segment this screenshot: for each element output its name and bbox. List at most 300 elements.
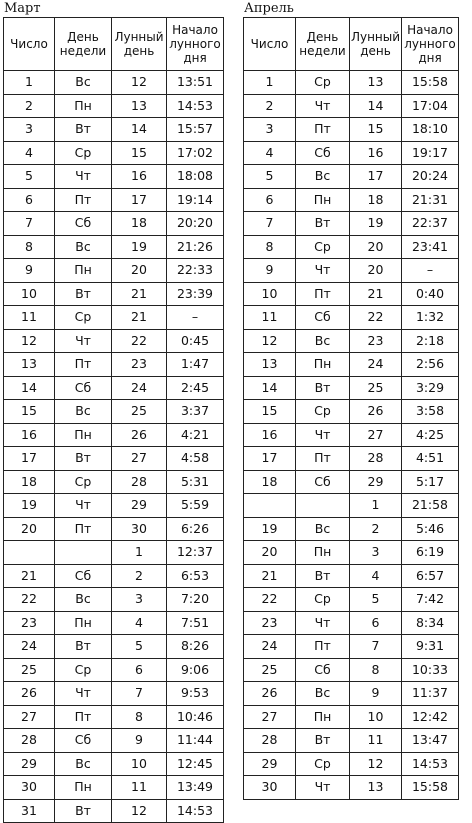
table-row xyxy=(4,635,224,659)
cell-start: 9:31 xyxy=(402,635,459,659)
month-title-april: Апрель xyxy=(244,1,294,16)
cell-number: 4 xyxy=(4,141,55,165)
cell-weekday: Вт xyxy=(296,212,350,236)
cell-number: 8 xyxy=(244,235,296,259)
cell-number: 10 xyxy=(4,282,55,306)
cell-weekday: Вт xyxy=(55,447,112,471)
cell-start: 0:40 xyxy=(402,282,459,306)
cell-number: 26 xyxy=(4,682,55,706)
cell-lunar-day: 3 xyxy=(350,541,402,565)
cell-start: 12:42 xyxy=(402,705,459,729)
cell-number: 20 xyxy=(4,517,55,541)
cell-number: 7 xyxy=(4,212,55,236)
cell-number: 14 xyxy=(244,376,296,400)
cell-weekday: Пт xyxy=(296,447,350,471)
cell-lunar-day: 4 xyxy=(112,611,167,635)
cell-number: 21 xyxy=(4,564,55,588)
cell-number: 1 xyxy=(4,71,55,95)
cell-number: 25 xyxy=(244,658,296,682)
cell-start: 21:31 xyxy=(402,188,459,212)
cell-weekday: Пн xyxy=(296,705,350,729)
table-row xyxy=(244,517,459,541)
cell-weekday: Пн xyxy=(55,423,112,447)
table-row xyxy=(244,71,459,95)
cell-weekday: Сб xyxy=(55,729,112,753)
cell-lunar-day: 14 xyxy=(350,94,402,118)
cell-number: 9 xyxy=(244,259,296,283)
cell-lunar-day: 11 xyxy=(112,776,167,800)
cell-weekday: Сб xyxy=(296,658,350,682)
cell-number: 28 xyxy=(4,729,55,753)
cell-lunar-day: 13 xyxy=(350,71,402,95)
cell-weekday: Пн xyxy=(55,611,112,635)
cell-start: 14:53 xyxy=(167,94,224,118)
cell-start: 2:56 xyxy=(402,353,459,377)
cell-start: 3:37 xyxy=(167,400,224,424)
cell-start: 8:26 xyxy=(167,635,224,659)
cell-number: 16 xyxy=(4,423,55,447)
cell-number: 3 xyxy=(244,118,296,142)
cell-start: 5:31 xyxy=(167,470,224,494)
table-row xyxy=(4,658,224,682)
table-row xyxy=(244,564,459,588)
cell-start: 14:53 xyxy=(167,799,224,823)
cell-start: 22:33 xyxy=(167,259,224,283)
table-row xyxy=(4,118,224,142)
table-row xyxy=(4,71,224,95)
cell-number: 18 xyxy=(244,470,296,494)
cell-weekday: Сб xyxy=(296,306,350,330)
cell-number: 15 xyxy=(4,400,55,424)
cell-lunar-day: 26 xyxy=(112,423,167,447)
table-row xyxy=(4,235,224,259)
cell-number: 4 xyxy=(244,141,296,165)
cell-start: 6:26 xyxy=(167,517,224,541)
lunar-table-april xyxy=(243,17,459,800)
cell-lunar-day: 28 xyxy=(112,470,167,494)
cell-start: 20:20 xyxy=(167,212,224,236)
cell-start: 23:41 xyxy=(402,235,459,259)
cell-number: 13 xyxy=(4,353,55,377)
cell-lunar-day: 15 xyxy=(350,118,402,142)
cell-number xyxy=(244,494,296,518)
cell-lunar-day: 4 xyxy=(350,564,402,588)
cell-number: 3 xyxy=(4,118,55,142)
cell-start: 13:49 xyxy=(167,776,224,800)
table-row xyxy=(244,329,459,353)
cell-weekday: Вт xyxy=(55,282,112,306)
header-number: Число xyxy=(4,18,55,71)
cell-start: 4:21 xyxy=(167,423,224,447)
cell-weekday: Вс xyxy=(296,329,350,353)
cell-weekday: Чт xyxy=(55,329,112,353)
cell-number: 28 xyxy=(244,729,296,753)
cell-start: 15:58 xyxy=(402,71,459,95)
cell-number: 6 xyxy=(4,188,55,212)
cell-start: 21:58 xyxy=(402,494,459,518)
cell-start: 22:37 xyxy=(402,212,459,236)
cell-start: – xyxy=(402,259,459,283)
header-lunar-day: Лунный день xyxy=(350,18,402,71)
cell-start: 6:53 xyxy=(167,564,224,588)
cell-start: 10:46 xyxy=(167,705,224,729)
table-row xyxy=(244,118,459,142)
cell-weekday: Пт xyxy=(55,705,112,729)
cell-start: 3:58 xyxy=(402,400,459,424)
header-weekday: День недели xyxy=(55,18,112,71)
header-lunar-day: Лунный день xyxy=(112,18,167,71)
cell-lunar-day: 9 xyxy=(350,682,402,706)
table-row xyxy=(4,306,224,330)
cell-number: 19 xyxy=(244,517,296,541)
cell-start: 2:18 xyxy=(402,329,459,353)
table-row xyxy=(244,165,459,189)
cell-number: 18 xyxy=(4,470,55,494)
cell-start: 15:57 xyxy=(167,118,224,142)
cell-lunar-day: 12 xyxy=(350,752,402,776)
cell-weekday: Пт xyxy=(296,118,350,142)
table-row xyxy=(4,752,224,776)
cell-number: 25 xyxy=(4,658,55,682)
cell-weekday: Ср xyxy=(296,588,350,612)
cell-weekday: Пт xyxy=(296,635,350,659)
cell-weekday: Вт xyxy=(296,376,350,400)
cell-weekday: Чт xyxy=(296,423,350,447)
cell-lunar-day: 11 xyxy=(350,729,402,753)
cell-start: 5:17 xyxy=(402,470,459,494)
cell-number: 11 xyxy=(244,306,296,330)
cell-start: 17:04 xyxy=(402,94,459,118)
cell-lunar-day: 12 xyxy=(112,71,167,95)
cell-start: 10:33 xyxy=(402,658,459,682)
cell-start: 1:32 xyxy=(402,306,459,330)
cell-lunar-day: 19 xyxy=(350,212,402,236)
table-row xyxy=(244,541,459,565)
cell-start: 5:59 xyxy=(167,494,224,518)
table-row xyxy=(244,141,459,165)
cell-lunar-day: 16 xyxy=(112,165,167,189)
table-row xyxy=(244,776,459,800)
cell-lunar-day: 30 xyxy=(112,517,167,541)
table-row xyxy=(244,423,459,447)
cell-start: 19:17 xyxy=(402,141,459,165)
cell-lunar-day: 20 xyxy=(350,259,402,283)
header-start: Начало лунного дня xyxy=(167,18,224,71)
cell-start: 18:08 xyxy=(167,165,224,189)
cell-weekday: Сб xyxy=(55,212,112,236)
cell-lunar-day: 13 xyxy=(350,776,402,800)
cell-weekday: Пн xyxy=(55,94,112,118)
cell-lunar-day: 27 xyxy=(350,423,402,447)
cell-weekday xyxy=(296,494,350,518)
cell-start: 7:20 xyxy=(167,588,224,612)
cell-weekday: Ср xyxy=(296,71,350,95)
cell-weekday: Сб xyxy=(55,564,112,588)
header-start: Начало лунного дня xyxy=(402,18,459,71)
cell-number: 7 xyxy=(244,212,296,236)
cell-number: 12 xyxy=(244,329,296,353)
cell-number: 11 xyxy=(4,306,55,330)
cell-weekday: Чт xyxy=(296,94,350,118)
cell-number: 19 xyxy=(4,494,55,518)
table-row xyxy=(4,423,224,447)
cell-weekday: Вс xyxy=(55,71,112,95)
cell-weekday xyxy=(55,541,112,565)
table-row xyxy=(4,282,224,306)
cell-lunar-day: 17 xyxy=(112,188,167,212)
table-row xyxy=(244,94,459,118)
cell-start: 20:24 xyxy=(402,165,459,189)
cell-number: 1 xyxy=(244,71,296,95)
cell-lunar-day: 2 xyxy=(350,517,402,541)
table-row xyxy=(244,729,459,753)
table-row xyxy=(244,447,459,471)
cell-weekday: Сб xyxy=(55,376,112,400)
cell-number: 23 xyxy=(4,611,55,635)
cell-lunar-day: 22 xyxy=(350,306,402,330)
cell-start: – xyxy=(167,306,224,330)
cell-weekday: Пн xyxy=(296,188,350,212)
cell-lunar-day: 28 xyxy=(350,447,402,471)
cell-lunar-day: 7 xyxy=(350,635,402,659)
cell-weekday: Пн xyxy=(55,259,112,283)
cell-start: 2:45 xyxy=(167,376,224,400)
table-row xyxy=(244,306,459,330)
table-row xyxy=(4,799,224,823)
cell-start: 13:47 xyxy=(402,729,459,753)
cell-lunar-day: 27 xyxy=(112,447,167,471)
table-row xyxy=(244,635,459,659)
cell-number: 2 xyxy=(244,94,296,118)
cell-weekday: Чт xyxy=(55,165,112,189)
cell-number: 2 xyxy=(4,94,55,118)
cell-number: 29 xyxy=(244,752,296,776)
cell-start: 4:25 xyxy=(402,423,459,447)
cell-lunar-day: 22 xyxy=(112,329,167,353)
cell-weekday: Вс xyxy=(55,588,112,612)
cell-start: 1:47 xyxy=(167,353,224,377)
cell-lunar-day: 6 xyxy=(350,611,402,635)
table-row xyxy=(4,776,224,800)
cell-weekday: Вс xyxy=(296,517,350,541)
cell-number: 17 xyxy=(4,447,55,471)
cell-weekday: Пн xyxy=(296,353,350,377)
cell-start: 14:53 xyxy=(402,752,459,776)
cell-start: 4:58 xyxy=(167,447,224,471)
table-row xyxy=(244,470,459,494)
cell-weekday: Ср xyxy=(55,470,112,494)
cell-start: 4:51 xyxy=(402,447,459,471)
table-row xyxy=(4,682,224,706)
cell-start: 23:39 xyxy=(167,282,224,306)
cell-lunar-day: 12 xyxy=(112,799,167,823)
table-row xyxy=(244,188,459,212)
cell-number: 14 xyxy=(4,376,55,400)
table-row xyxy=(4,165,224,189)
cell-lunar-day: 1 xyxy=(112,541,167,565)
cell-number: 13 xyxy=(244,353,296,377)
cell-lunar-day: 29 xyxy=(350,470,402,494)
cell-start: 21:26 xyxy=(167,235,224,259)
table-row xyxy=(244,282,459,306)
cell-lunar-day: 3 xyxy=(112,588,167,612)
cell-lunar-day: 18 xyxy=(112,212,167,236)
cell-lunar-day: 8 xyxy=(112,705,167,729)
table-row xyxy=(4,517,224,541)
cell-weekday: Сб xyxy=(296,141,350,165)
cell-lunar-day: 8 xyxy=(350,658,402,682)
cell-lunar-day: 24 xyxy=(112,376,167,400)
lunar-table-march xyxy=(3,17,224,823)
cell-number: 30 xyxy=(244,776,296,800)
cell-weekday: Чт xyxy=(296,611,350,635)
cell-start: 19:14 xyxy=(167,188,224,212)
cell-weekday: Ср xyxy=(296,752,350,776)
cell-weekday: Вс xyxy=(296,682,350,706)
table-body-march xyxy=(4,71,224,823)
table-row xyxy=(4,329,224,353)
cell-start: 0:45 xyxy=(167,329,224,353)
cell-number: 20 xyxy=(244,541,296,565)
table-row xyxy=(4,447,224,471)
cell-lunar-day: 10 xyxy=(350,705,402,729)
cell-weekday: Вс xyxy=(55,752,112,776)
table-row xyxy=(244,682,459,706)
table-row xyxy=(4,494,224,518)
cell-start: 7:42 xyxy=(402,588,459,612)
cell-lunar-day: 20 xyxy=(112,259,167,283)
cell-number xyxy=(4,541,55,565)
cell-weekday: Чт xyxy=(296,776,350,800)
cell-weekday: Ср xyxy=(55,658,112,682)
table-header-row xyxy=(244,18,459,71)
cell-lunar-day: 18 xyxy=(350,188,402,212)
table-row xyxy=(244,212,459,236)
table-row xyxy=(4,729,224,753)
cell-weekday: Ср xyxy=(296,400,350,424)
table-row xyxy=(4,470,224,494)
cell-weekday: Вс xyxy=(55,235,112,259)
cell-lunar-day: 2 xyxy=(112,564,167,588)
table-row xyxy=(244,752,459,776)
cell-number: 27 xyxy=(4,705,55,729)
cell-weekday: Чт xyxy=(55,494,112,518)
cell-lunar-day: 21 xyxy=(112,306,167,330)
table-row xyxy=(244,705,459,729)
table-row xyxy=(4,188,224,212)
cell-weekday: Вт xyxy=(55,799,112,823)
cell-lunar-day: 29 xyxy=(112,494,167,518)
table-row xyxy=(4,611,224,635)
table-row xyxy=(4,541,224,565)
cell-start: 6:19 xyxy=(402,541,459,565)
cell-lunar-day: 21 xyxy=(112,282,167,306)
cell-number: 17 xyxy=(244,447,296,471)
table-row xyxy=(244,235,459,259)
cell-start: 11:37 xyxy=(402,682,459,706)
header-number: Число xyxy=(244,18,296,71)
cell-weekday: Сб xyxy=(296,470,350,494)
cell-start: 17:02 xyxy=(167,141,224,165)
table-row xyxy=(4,353,224,377)
cell-number: 9 xyxy=(4,259,55,283)
cell-lunar-day: 16 xyxy=(350,141,402,165)
cell-start: 13:51 xyxy=(167,71,224,95)
table-row xyxy=(4,212,224,236)
table-row xyxy=(244,588,459,612)
cell-weekday: Вт xyxy=(55,118,112,142)
cell-start: 12:37 xyxy=(167,541,224,565)
cell-number: 8 xyxy=(4,235,55,259)
cell-start: 8:34 xyxy=(402,611,459,635)
table-row xyxy=(4,400,224,424)
cell-number: 30 xyxy=(4,776,55,800)
table-row xyxy=(244,353,459,377)
cell-number: 29 xyxy=(4,752,55,776)
table-row xyxy=(244,494,459,518)
cell-weekday: Чт xyxy=(296,259,350,283)
cell-lunar-day: 17 xyxy=(350,165,402,189)
april-section xyxy=(243,0,459,800)
cell-lunar-day: 24 xyxy=(350,353,402,377)
cell-weekday: Пт xyxy=(55,188,112,212)
table-header-row xyxy=(4,18,224,71)
cell-number: 6 xyxy=(244,188,296,212)
cell-start: 7:51 xyxy=(167,611,224,635)
cell-number: 10 xyxy=(244,282,296,306)
cell-lunar-day: 1 xyxy=(350,494,402,518)
table-row xyxy=(4,376,224,400)
cell-weekday: Вт xyxy=(55,635,112,659)
table-row xyxy=(4,94,224,118)
cell-weekday: Ср xyxy=(296,235,350,259)
table-row xyxy=(244,611,459,635)
cell-start: 9:06 xyxy=(167,658,224,682)
table-row xyxy=(4,588,224,612)
cell-start: 9:53 xyxy=(167,682,224,706)
cell-number: 15 xyxy=(244,400,296,424)
cell-weekday: Ср xyxy=(55,306,112,330)
table-row xyxy=(4,705,224,729)
cell-start: 6:57 xyxy=(402,564,459,588)
cell-number: 12 xyxy=(4,329,55,353)
cell-lunar-day: 25 xyxy=(350,376,402,400)
cell-number: 5 xyxy=(244,165,296,189)
cell-number: 24 xyxy=(244,635,296,659)
cell-weekday: Вт xyxy=(296,564,350,588)
table-row xyxy=(244,658,459,682)
cell-lunar-day: 25 xyxy=(112,400,167,424)
cell-number: 23 xyxy=(244,611,296,635)
cell-number: 22 xyxy=(244,588,296,612)
table-row xyxy=(4,564,224,588)
cell-number: 26 xyxy=(244,682,296,706)
cell-weekday: Пн xyxy=(296,541,350,565)
cell-weekday: Чт xyxy=(55,682,112,706)
cell-number: 24 xyxy=(4,635,55,659)
cell-number: 31 xyxy=(4,799,55,823)
cell-lunar-day: 9 xyxy=(112,729,167,753)
cell-lunar-day: 19 xyxy=(112,235,167,259)
cell-start: 15:58 xyxy=(402,776,459,800)
cell-weekday: Вс xyxy=(296,165,350,189)
cell-weekday: Вс xyxy=(55,400,112,424)
cell-lunar-day: 14 xyxy=(112,118,167,142)
cell-weekday: Вт xyxy=(296,729,350,753)
cell-lunar-day: 13 xyxy=(112,94,167,118)
cell-start: 12:45 xyxy=(167,752,224,776)
cell-weekday: Пт xyxy=(296,282,350,306)
